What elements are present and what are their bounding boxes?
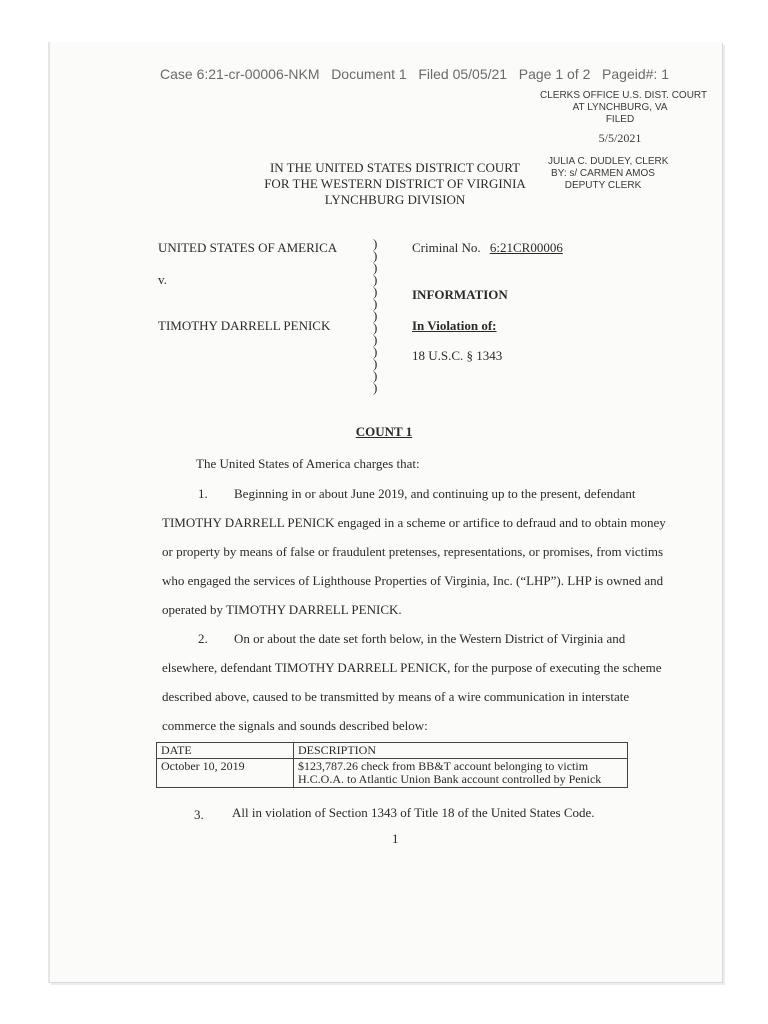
stamp-line-1: CLERKS OFFICE U.S. DIST. COURT bbox=[540, 90, 708, 101]
table-header-row bbox=[157, 743, 628, 759]
description-line-1: $123,787.26 check from BB&T account belonging to victim bbox=[298, 759, 589, 773]
transaction-date: October 10, 2019 bbox=[157, 759, 294, 788]
description-column-header: DESCRIPTION bbox=[294, 743, 628, 759]
intro-text: The United States of America charges that: bbox=[196, 456, 420, 471]
violation-label: In Violation of: bbox=[412, 318, 497, 333]
para1-line-2: TIMOTHY DARRELL PENICK engaged in a scheme or artifice to defraud and to obtain money bbox=[162, 515, 666, 530]
deputy-title: DEPUTY CLERK bbox=[564, 180, 642, 191]
court-heading bbox=[250, 160, 540, 208]
para1-line-5: operated by TIMOTHY DARRELL PENICK. bbox=[162, 602, 402, 617]
para2-line-3: described above, caused to be transmitted by means of a wire communication in interstate bbox=[162, 689, 630, 704]
page-count: Page 1 of 2 bbox=[518, 66, 591, 82]
court-line-2: FOR THE WESTERN DISTRICT OF VIRGINIA bbox=[264, 176, 526, 191]
case-number: Case 6:21-cr-00006-NKM bbox=[160, 66, 320, 82]
defendant: TIMOTHY DARRELL PENICK bbox=[158, 318, 331, 333]
count-title: COUNT 1 bbox=[355, 424, 413, 439]
court-line-3: LYNCHBURG DIVISION bbox=[324, 192, 466, 207]
para2-number: 2. bbox=[198, 631, 208, 646]
para2-line-2: elsewhere, defendant TIMOTHY DARRELL PENICK, for the purpose of executing the scheme bbox=[162, 660, 662, 675]
para2-line-4: commerce the signals and sounds described below: bbox=[162, 718, 428, 733]
criminal-number-label: Criminal No. bbox=[412, 240, 481, 255]
page-id: Pageid#: 1 bbox=[602, 66, 669, 82]
deputy-signature: BY: s/ CARMEN AMOS bbox=[551, 168, 655, 179]
para1-line-1: Beginning in or about June 2019, and continuing up to the present, defendant bbox=[234, 486, 636, 501]
court-line-1: IN THE UNITED STATES DISTRICT COURT bbox=[269, 160, 521, 175]
date-column-header: DATE bbox=[157, 743, 294, 759]
document-type: INFORMATION bbox=[412, 287, 508, 302]
document-number: Document 1 bbox=[331, 66, 407, 82]
transaction-table bbox=[156, 742, 628, 788]
versus: v. bbox=[158, 272, 167, 287]
criminal-number-field bbox=[412, 240, 573, 256]
para3-number: 3. bbox=[194, 807, 204, 822]
filing-stamp bbox=[540, 90, 708, 145]
stamp-date: 5/5/2021 bbox=[598, 131, 642, 145]
clerk-name: JULIA C. DUDLEY, CLERK bbox=[548, 156, 669, 167]
stamp-line-2: AT LYNCHBURG, VA bbox=[572, 102, 668, 113]
caption-parentheses: ) ) ) ) ) ) ) ) ) ) ) ) ) bbox=[373, 236, 378, 395]
para2-line-1: On or about the date set forth below, in the Western District of Virginia and bbox=[234, 631, 626, 646]
para3-text: All in violation of Section 1343 of Title 18 of the United States Code. bbox=[232, 805, 595, 820]
transaction-description bbox=[294, 759, 628, 788]
page-number: 1 bbox=[392, 831, 399, 846]
ecf-header bbox=[160, 66, 669, 82]
description-line-2: H.C.O.A. to Atlantic Union Bank account controlled by Penick bbox=[298, 772, 602, 786]
plaintiff: UNITED STATES OF AMERICA bbox=[158, 240, 338, 255]
stamp-line-3: FILED bbox=[605, 114, 635, 125]
filed-date: Filed 05/05/21 bbox=[418, 66, 508, 82]
table-row bbox=[157, 759, 628, 788]
statute: 18 U.S.C. § 1343 bbox=[412, 348, 503, 363]
para1-line-4: who engaged the services of Lighthouse Properties of Virginia, Inc. (“LHP”). LHP is owned and bbox=[162, 573, 664, 588]
clerk-block bbox=[548, 156, 669, 192]
para1-line-3: or property by means of false or fraudulent pretenses, representations, or promises, from victims bbox=[162, 544, 664, 559]
criminal-number: 6:21CR00006 bbox=[489, 240, 563, 255]
para1-number: 1. bbox=[198, 486, 208, 501]
